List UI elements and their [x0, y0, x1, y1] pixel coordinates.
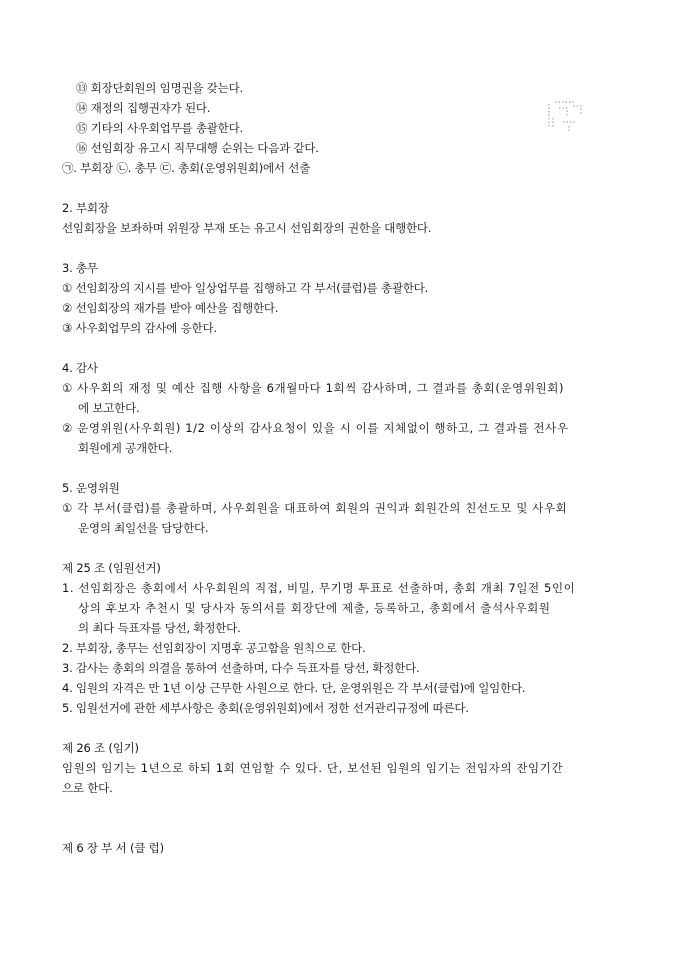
stamp-mark-icon: [545, 98, 585, 132]
general-affairs-item-3: ③ 사우회업무의 감사에 응한다.: [62, 321, 217, 335]
article-25-item-5: 5. 임원선거에 관한 세부사항은 총회(운영위원회)에서 정한 선거관리규정에 따른다.: [62, 701, 469, 715]
vice-president-duty: 선임회장을 보좌하며 위원장 부재 또는 유고시 선임회장의 권한을 대행한다.: [62, 221, 432, 235]
steering-member-item-1-cont: 운영의 최일선을 담당한다.: [78, 521, 209, 535]
section-heading-auditor: 4. 감사: [62, 361, 98, 375]
steering-member-item-1: ① 각 부서(클럽)를 총괄하며, 사우회원을 대표하여 회원의 권익과 회원간의 친선도모 및 사우회: [62, 501, 568, 515]
auditor-item-2: ② 운영위원(사우회원) 1/2 이상의 감사요청이 있을 시 이를 지체없이 행하고, 그 결과를 전사우: [62, 421, 569, 435]
article-25-item-4: 4. 임원의 자격은 만 1년 이상 근무한 사원으로 한다. 단, 운영위원은 각 부서(클럽)에 일임한다.: [62, 681, 526, 695]
chapter-6-title: 제 6 장 부 서 (클 럽): [62, 841, 164, 855]
authority-item-13: ⑬ 회장단회원의 임명권을 갖는다.: [76, 81, 243, 95]
article-26-title: 제 26 조 (임기): [62, 741, 139, 755]
section-heading-steering-member: 5. 운영위원: [62, 481, 120, 495]
article-26-body: 임원의 임기는 1년으로 하되 1회 연임할 수 있다. 단, 보선된 임원의 임기는 전임자의 잔임기간: [62, 761, 564, 775]
authority-item-15: ⑮ 기타의 사우회업무를 총괄한다.: [76, 121, 243, 135]
general-affairs-item-2: ② 선임회장의 재가를 받아 예산을 집행한다.: [62, 301, 279, 315]
authority-item-16: ⑯ 선임회장 유고시 직무대행 순위는 다음과 같다.: [76, 141, 319, 155]
authority-item-14: ⑭ 재정의 집행권자가 된다.: [76, 101, 211, 115]
article-25-item-1: 1. 선임회장은 총회에서 사우회원의 직접, 비밀, 무기명 투표로 선출하며, 총회 개최 7일전 5인이: [62, 581, 576, 595]
article-25-item-3: 3. 감사는 총회의 의결을 통하여 선출하며, 다수 득표자를 당선, 확정한다.: [62, 661, 420, 675]
section-heading-general-affairs: 3. 총무: [62, 261, 98, 275]
auditor-item-2-cont: 회원에게 공개한다.: [78, 441, 173, 455]
article-25-item-2: 2. 부회장, 총무는 선임회장이 지명후 공고함을 원칙으로 한다.: [62, 641, 366, 655]
section-heading-vice-president: 2. 부회장: [62, 201, 109, 215]
auditor-item-1-cont: 에 보고한다.: [78, 401, 140, 415]
article-25-item-1-cont-2: 의 최다 득표자를 당선, 확정한다.: [78, 621, 241, 635]
general-affairs-item-1: ① 선임회장의 지시를 받아 일상업무를 집행하고 각 부서(클럽)를 총괄한다.: [62, 281, 429, 295]
article-25-title: 제 25 조 (임원선거): [62, 561, 161, 575]
article-25-item-1-cont-1: 상의 후보자 추천시 및 당사자 동의서를 회장단에 제출, 등록하고, 총회에서 출석사우회원: [78, 601, 551, 615]
auditor-item-1: ① 사우회의 재정 및 예산 집행 사항을 6개월마다 1회씩 감사하며, 그 결과를 총회(운영위원회): [62, 381, 565, 395]
acting-order-line: ㉠. 부회장 ㉡. 총무 ㉢. 총회(운영위원회)에서 선출: [62, 161, 311, 175]
article-26-body-cont: 으로 한다.: [62, 781, 113, 795]
